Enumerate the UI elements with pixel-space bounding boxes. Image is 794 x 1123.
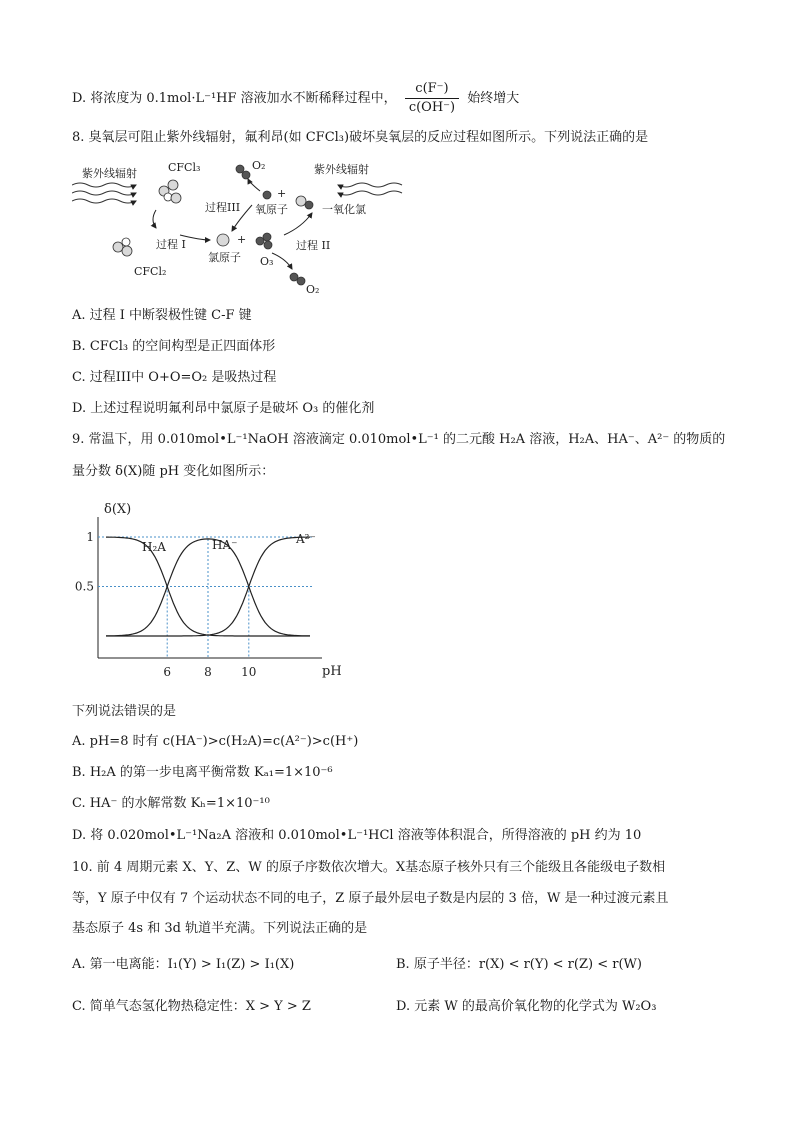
cl-atom-circle xyxy=(217,234,229,246)
q9-stem-line2: 量分数 δ(X)随 pH 变化如图所示： xyxy=(72,464,275,479)
o-atom-circle xyxy=(263,191,271,199)
q10-stem-line1: 10. 前 4 周期元素 X、Y、Z、W 的原子序数依次增大。X基态原子核外只有三个能级且各能级电子数相 xyxy=(72,860,666,875)
q8-option-a: A. 过程 I 中断裂极性键 C-F 键 xyxy=(72,308,252,323)
q9-option-d: D. 将 0.020mol•L⁻¹Na₂A 溶液和 0.010mol•L⁻¹HCl 溶液等体积混合，所得溶液的 pH 约为 10 xyxy=(72,828,642,843)
x-tick-10: 10 xyxy=(241,665,257,679)
process3-label: 过程III xyxy=(205,201,241,214)
uv-waves-left xyxy=(72,183,136,203)
uv-label-left: 紫外线辐射 xyxy=(82,167,137,180)
q8-option-d: D. 上述过程说明氟利昂中氯原子是破坏 O₃ 的催化剂 xyxy=(72,401,375,416)
clo-label: 一氧化氯 xyxy=(322,203,366,216)
uv-waves-right xyxy=(338,183,402,195)
series-label-ha: HA⁻ xyxy=(212,538,238,552)
arrow-process2-up xyxy=(284,213,312,235)
o3-molecule xyxy=(256,233,272,249)
cl-atom-label: 氯原子 xyxy=(208,251,241,264)
process1-label: 过程 I xyxy=(156,238,186,251)
cfcl3-molecule xyxy=(159,180,181,203)
o2-top-molecule xyxy=(236,165,250,179)
cfcl2-molecule xyxy=(113,238,132,256)
x-tick-8: 8 xyxy=(204,665,212,679)
series-label-h2a: H₂A xyxy=(142,540,166,554)
q9-option-c: C. HA⁻ 的水解常数 Kₕ=1×10⁻¹⁰ xyxy=(72,796,270,811)
q10-stem-line3: 基态原子 4s 和 3d 轨道半充满。下列说法正确的是 xyxy=(72,921,368,936)
reference-lines xyxy=(98,537,312,658)
q10-option-a: A. 第一电离能：I₁(Y) > I₁(Z) > I₁(X) xyxy=(72,957,295,972)
cfcl3-label: CFCl₃ xyxy=(168,161,201,174)
plus-sign-upper: + xyxy=(277,187,287,200)
q9-option-b: B. H₂A 的第一步电离平衡常数 Kₐ₁=1×10⁻⁶ xyxy=(72,765,333,780)
x-tick-6: 6 xyxy=(163,665,172,679)
q10-option-b: B. 原子半径：r(X) < r(Y) < r(Z) < r(W) xyxy=(396,957,642,972)
q10-option-d: D. 元素 W 的最高价氧化物的化学式为 W₂O₃ xyxy=(396,999,657,1014)
q7-option-d-suffix: 始终增大 xyxy=(467,91,520,106)
cfcl2-label: CFCl₂ xyxy=(134,265,167,278)
concentration-ratio-fraction xyxy=(405,80,459,117)
arrow-to-o2-bottom xyxy=(272,253,292,269)
y-tick-0.5: 0.5 xyxy=(74,579,94,594)
ozone-destruction-diagram xyxy=(72,155,412,300)
fraction-numerator: c(F⁻) xyxy=(405,80,459,99)
series-label-a2: A²⁻ xyxy=(296,532,316,546)
o2-bottom-label: O₂ xyxy=(306,283,320,296)
process2-label: 过程 II xyxy=(296,239,331,252)
o2-bottom-molecule xyxy=(290,273,305,285)
o3-label: O₃ xyxy=(260,255,274,268)
species-fraction-chart xyxy=(72,495,362,690)
q8-option-c: C. 过程III中 O+O=O₂ 是吸热过程 xyxy=(72,370,277,385)
q7-option-d-prefix: D. 将浓度为 0.1mol·L⁻¹HF 溶液加水不断稀释过程中， xyxy=(72,91,397,106)
clo-molecule xyxy=(296,196,313,209)
y-tick-1: 1 xyxy=(86,530,94,544)
q10-stem-line2: 等，Y 原子中仅有 7 个运动状态不同的电子，Z 原子最外层电子数是内层的 3 倍，W 是一种过渡元素且 xyxy=(72,891,669,906)
q7-option-d xyxy=(72,80,519,117)
x-axis-title: pH xyxy=(322,664,342,679)
y-axis-title: δ(X) xyxy=(104,502,132,517)
uv-label-right: 紫外线辐射 xyxy=(314,163,369,176)
q10-option-c: C. 简单气态氢化物热稳定性：X > Y > Z xyxy=(72,999,311,1014)
o-atom-label: 氧原子 xyxy=(255,203,288,216)
fraction-denominator: c(OH⁻) xyxy=(408,100,456,115)
plus-sign-lower: + xyxy=(237,233,247,246)
q9-question: 下列说法错误的是 xyxy=(72,704,177,719)
arrow-process1-down xyxy=(153,210,156,228)
q9-option-a: A. pH=8 时有 c(HA⁻)>c(H₂A)=c(A²⁻)>c(H⁺) xyxy=(72,734,359,749)
q8-option-b: B. CFCl₃ 的空间构型是正四面体形 xyxy=(72,339,276,354)
arrow-to-o2-top xyxy=(248,179,260,191)
o2-top-label: O₂ xyxy=(252,159,266,172)
q9-stem-line1: 9. 常温下，用 0.010mol•L⁻¹NaOH 溶液滴定 0.010mol•L⁻¹ 的二元酸 H₂A 溶液，H₂A、HA⁻、A²⁻ 的物质的 xyxy=(72,432,726,447)
q8-stem: 8. 臭氧层可阻止紫外线辐射，氟利昂(如 CFCl₃)破坏臭氧层的反应过程如图所示。下列说法正确的是 xyxy=(72,130,649,145)
